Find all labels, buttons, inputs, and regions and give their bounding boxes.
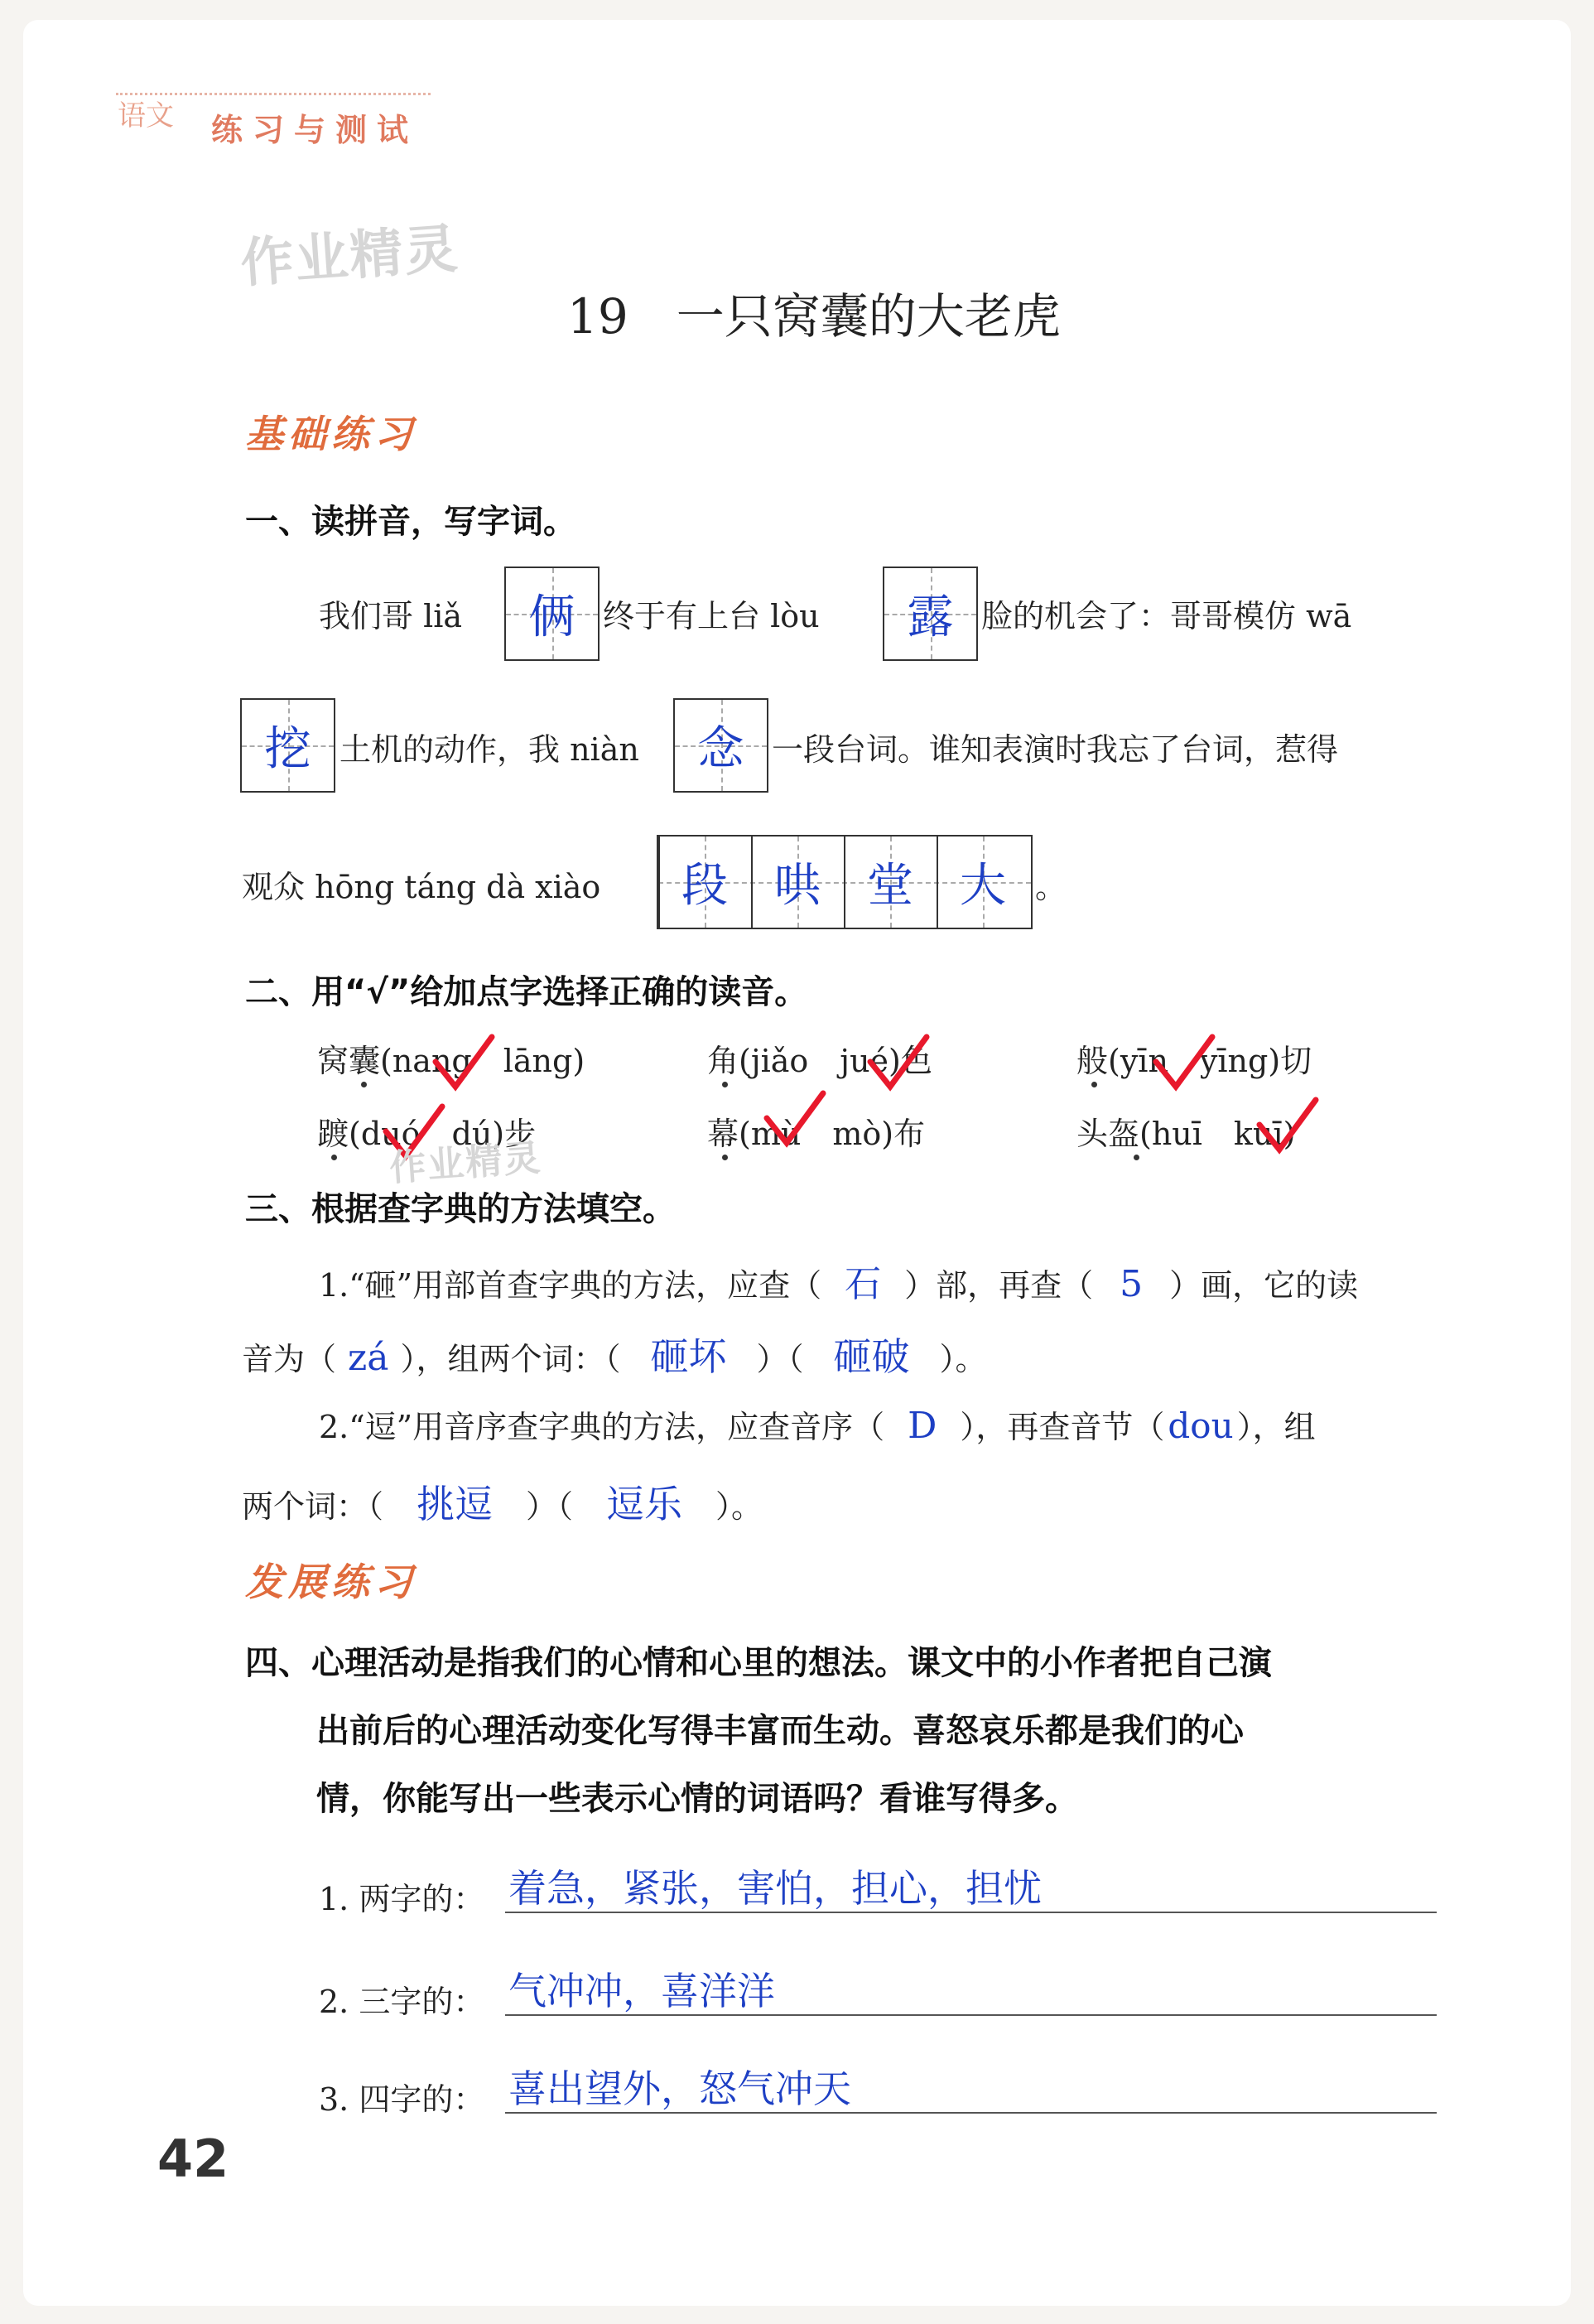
emphasis-dot	[361, 1082, 367, 1087]
q1-line3-a: 观众 hōng táng dà xiào	[242, 869, 601, 905]
emphasis-dot	[722, 1155, 728, 1160]
q2-item-6: 头盔(huī kuī)	[1076, 1116, 1296, 1152]
answer-char: 念	[697, 722, 744, 776]
q3-line1: 1.“砸”用部首查字典的方法，应查（ 石 ）部，再查（ 5 ）画，它的读	[319, 1263, 1359, 1305]
worksheet-page	[23, 20, 1571, 2306]
check-mark-icon	[431, 1030, 497, 1097]
answer-char: 挖	[264, 722, 311, 776]
page-title: 19 一只窝囊的大老虎	[567, 288, 1061, 345]
q4-heading-line1: 四、心理活动是指我们的心情和心里的想法。课文中的小作者把自己演	[245, 1644, 1272, 1682]
check-mark-icon	[865, 1030, 932, 1097]
q4-heading-line2: 出前后的心理活动变化写得丰富而生动。喜怒哀乐都是我们的心	[316, 1712, 1244, 1750]
q2-item-3: 般(yīn yīng)切	[1076, 1043, 1312, 1079]
q1-line2-b: 一段台词。谁知表演时我忘了台词，惹得	[772, 731, 1339, 768]
emphasis-dot	[722, 1082, 728, 1087]
answer-radical: 石	[845, 1263, 882, 1305]
q2-item-2: 角(jiǎo jué)色	[707, 1043, 932, 1079]
answer-letter: D	[908, 1405, 937, 1447]
answer-word-3: 挑逗	[417, 1482, 494, 1526]
q2-item-1: 窝囊(nang lāng)	[317, 1043, 585, 1079]
q1-line2-a: 土机的动作，我 niàn	[340, 731, 639, 768]
answer-word-4: 逗乐	[606, 1482, 683, 1526]
q3-line2: 音为（ zá ），组两个词：（ 砸坏 ）（ 砸破 ）。	[242, 1334, 987, 1379]
q3-line3: 2.“逗”用音序查字典的方法，应查音序（ D ），再查音节（dou ），组	[319, 1405, 1316, 1447]
section-develop: 发展练习	[245, 1560, 417, 1604]
answer-char: 露	[907, 591, 954, 644]
subject-label: 语文	[118, 99, 174, 133]
q4-item-label-3: 3. 四字的：	[319, 2081, 485, 2118]
emphasis-dot	[331, 1155, 337, 1160]
idiom-char-4: 大	[960, 859, 1006, 913]
q1-line1-b: 终于有上台 lòu	[603, 598, 820, 634]
answer-syllable: dou	[1168, 1405, 1234, 1446]
header-divider	[116, 93, 431, 95]
answer-line	[505, 1912, 1437, 1913]
answer-line	[505, 2014, 1437, 2016]
check-mark-icon	[1254, 1093, 1321, 1160]
answer-box-lou	[883, 567, 978, 661]
q2-heading: 二、用“√”给加点字选择正确的读音。	[245, 973, 808, 1011]
q3-heading: 三、根据查字典的方法填空。	[245, 1190, 676, 1228]
q1-heading: 一、读拼音，写字词。	[245, 503, 576, 541]
watermark: 作业精灵	[238, 218, 461, 296]
check-mark-icon	[762, 1087, 828, 1153]
answer-pinyin: zá	[348, 1337, 389, 1379]
idiom-char-2: 哄	[774, 859, 821, 913]
check-mark-icon	[1151, 1030, 1217, 1097]
answer-box-wa	[240, 698, 335, 793]
q1-line1-c: 脸的机会了：哥哥模仿 wā	[981, 598, 1352, 634]
q4-item-label-1: 1. 两字的：	[319, 1881, 485, 1917]
emphasis-dot	[1091, 1082, 1097, 1087]
q4-item-label-2: 2. 三字的：	[319, 1984, 485, 2020]
answer-word-2: 砸破	[833, 1334, 910, 1379]
answer-strokes: 5	[1120, 1263, 1144, 1305]
answer-box-lia	[504, 567, 600, 661]
page-number: 42	[157, 2129, 229, 2189]
q4-item-answer-1: 着急，紧张，害怕，担心，担忧	[508, 1866, 1042, 1911]
q2-item-4: 踱(duó dú)步	[317, 1116, 537, 1152]
answer-line	[505, 2112, 1437, 2114]
answer-char: 俩	[528, 591, 575, 644]
answer-word-1: 砸坏	[650, 1334, 727, 1379]
q4-item-answer-3: 喜出望外，怒气冲天	[508, 2066, 851, 2111]
q1-line3-b: 。	[1035, 869, 1067, 905]
q1-line1-a: 我们哥 liǎ	[319, 598, 463, 634]
series-label: 练习与测试	[211, 112, 419, 148]
q2-item-5: 幕(mù mò)布	[707, 1116, 926, 1152]
q4-heading-line3: 情，你能写出一些表示心情的词语吗？看谁写得多。	[316, 1780, 1078, 1818]
idiom-char-1: 段	[681, 859, 728, 913]
section-basic: 基础练习	[245, 412, 417, 456]
q4-item-answer-2: 气冲冲，喜洋洋	[508, 1969, 775, 2013]
answer-box-idiom	[657, 835, 1033, 929]
q3-line4: 两个词：（ 挑逗 ）（ 逗乐 ）。	[242, 1482, 763, 1526]
answer-box-nian	[673, 698, 768, 793]
emphasis-dot	[1134, 1155, 1139, 1160]
idiom-char-3: 堂	[867, 859, 913, 913]
watermark-small: 作业精灵	[388, 1136, 543, 1190]
